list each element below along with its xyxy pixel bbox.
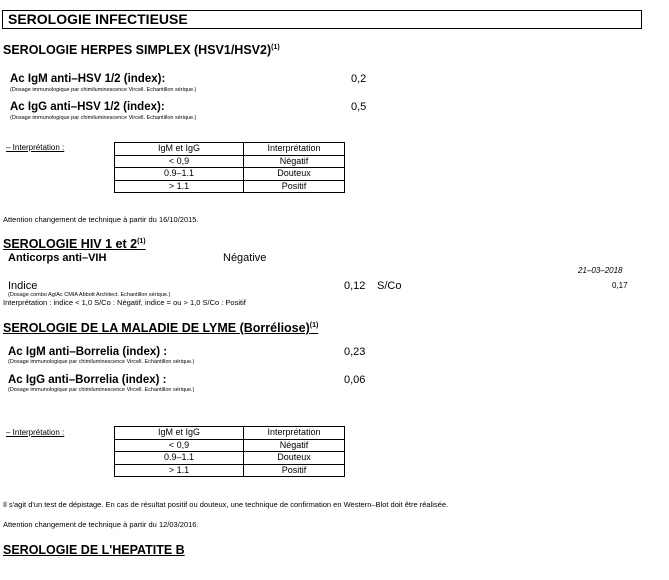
hiv-indice-unit: S/Co bbox=[377, 280, 402, 292]
table-header: IgM et IgG bbox=[115, 427, 244, 440]
hepb-section-title: SEROLOGIE DE L'HEPATITE B bbox=[3, 543, 185, 557]
table-row bbox=[115, 439, 345, 452]
table-row bbox=[115, 464, 345, 477]
table-header: IgM et IgG bbox=[115, 143, 244, 156]
table-row bbox=[115, 168, 345, 181]
hiv-previous-date: 21–03–2018 bbox=[578, 266, 623, 275]
lyme-title-text: SEROLOGIE DE LA MALADIE DE LYME (Borréliose) bbox=[3, 321, 310, 335]
hiv-title-sup: (1) bbox=[137, 237, 146, 245]
lyme-igm-value: 0,23 bbox=[344, 346, 366, 358]
hsv-igm-label: Ac IgM anti–HSV 1/2 (index): bbox=[10, 73, 166, 85]
table-cell: 0.9–1.1 bbox=[115, 452, 244, 465]
hiv-previous-value: 0,17 bbox=[612, 281, 628, 290]
hsv-interp-table bbox=[114, 142, 345, 193]
table-cell: Négatif bbox=[244, 439, 345, 452]
hsv-igm-value: 0,2 bbox=[351, 73, 367, 85]
hiv-indice-label: Indice bbox=[8, 280, 38, 292]
hsv-title-sup: (1) bbox=[271, 43, 280, 51]
table-row bbox=[115, 452, 345, 465]
hsv-igg-note: (Dosage immunologique par chimiluminescence Vircell. Echantillon sérique.) bbox=[10, 115, 197, 121]
hsv-title-text: SEROLOGIE HERPES SIMPLEX (HSV1/HSV2) bbox=[3, 43, 272, 57]
hsv-igm-note: (Dosage immunologique par chimiluminescence Vircell. Echantillon sérique.) bbox=[10, 87, 197, 93]
table-cell: < 0,9 bbox=[115, 439, 244, 452]
page-title: SEROLOGIE INFECTIEUSE bbox=[2, 10, 642, 29]
lyme-interp-table bbox=[114, 426, 345, 477]
lyme-title-sup: (1) bbox=[309, 321, 319, 329]
table-cell: < 0,9 bbox=[115, 155, 244, 168]
lyme-igg-value: 0,06 bbox=[344, 374, 366, 386]
table-row bbox=[115, 180, 345, 193]
hsv-interp-label: – Interprétation : bbox=[6, 143, 65, 152]
hsv-igg-label: Ac IgG anti–HSV 1/2 (index): bbox=[10, 101, 165, 113]
lyme-depistage: Il s'agit d'un test de dépistage. En cas de résultat positif ou douteux, une technique de confirmation en Western–Blot doit être réalisée. bbox=[3, 500, 449, 509]
table-row bbox=[115, 155, 345, 168]
table-cell: 0.9–1.1 bbox=[115, 168, 244, 181]
table-cell: Négatif bbox=[244, 155, 345, 168]
lyme-igm-note: (Dosage immunologique par chimiluminescence Vircell. Echantillon sérique.) bbox=[8, 359, 195, 365]
hiv-section-title bbox=[3, 237, 146, 251]
hsv-section-title bbox=[3, 43, 280, 57]
lyme-section-title bbox=[3, 321, 318, 335]
lyme-igg-note: (Dosage immunologique par chimiluminescence Vircell. Echantillon sérique.) bbox=[8, 387, 195, 393]
table-cell: Positif bbox=[244, 464, 345, 477]
table-cell: > 1.1 bbox=[115, 180, 244, 193]
hiv-interpretation: Interprétation : indice < 1,0 S/Co : Négatif, indice = ou > 1,0 S/Co : Positif bbox=[3, 298, 246, 307]
hiv-indice-value: 0,12 bbox=[344, 280, 366, 292]
lyme-attention: Attention changement de technique à partir du 12/03/2016. bbox=[3, 520, 199, 529]
lyme-igm-label: Ac IgM anti–Borrelia (index) : bbox=[8, 346, 168, 358]
table-header: Interprétation bbox=[244, 427, 345, 440]
hsv-attention: Attention changement de technique à partir du 16/10/2015. bbox=[3, 215, 199, 224]
table-cell: > 1.1 bbox=[115, 464, 244, 477]
hiv-note: (Dosage combo Ag/Ac CMIA Abbott Architect. Echantillon sérique.) bbox=[8, 292, 171, 298]
table-header-row bbox=[115, 143, 345, 156]
lyme-igg-label: Ac IgG anti–Borrelia (index) : bbox=[8, 374, 167, 386]
hsv-igg-value: 0,5 bbox=[351, 101, 367, 113]
table-cell: Douteux bbox=[244, 452, 345, 465]
table-header-row bbox=[115, 427, 345, 440]
hiv-anticorps-value: Négative bbox=[223, 252, 267, 264]
hiv-title-text: SEROLOGIE HIV 1 et 2 bbox=[3, 237, 138, 251]
table-cell: Positif bbox=[244, 180, 345, 193]
lyme-interp-label: – Interprétation : bbox=[6, 428, 65, 437]
hiv-anticorps-label: Anticorps anti–VIH bbox=[8, 252, 107, 264]
table-cell: Douteux bbox=[244, 168, 345, 181]
table-header: Interprétation bbox=[244, 143, 345, 156]
